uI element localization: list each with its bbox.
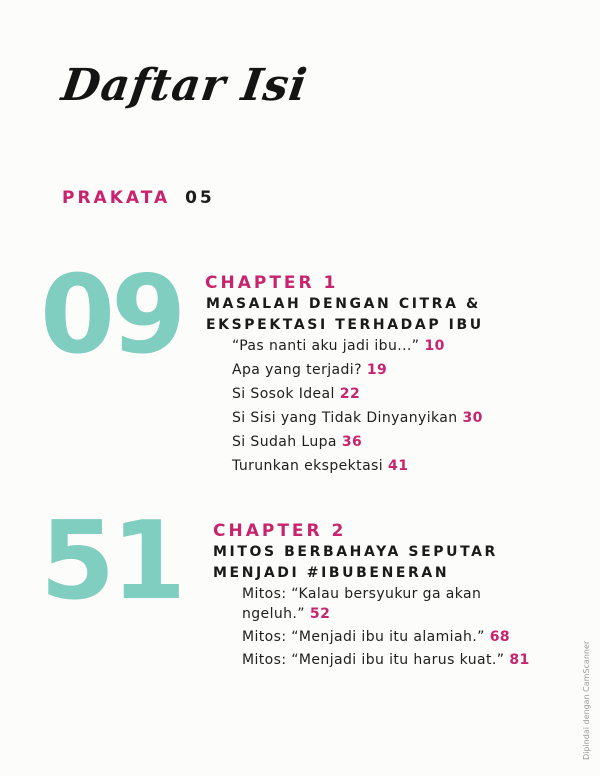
toc-item — [242, 650, 530, 670]
chapter-2-title-line: MITOS BERBAHAYA SEPUTAR — [213, 544, 498, 560]
toc-item-text: Turunkan ekspektasi — [232, 458, 384, 474]
chapter-1-label: CHAPTER 1 — [205, 273, 339, 293]
chapter-2-start-page: 51 — [40, 499, 183, 624]
toc-item — [242, 584, 530, 624]
toc-item-page: 81 — [509, 652, 530, 668]
toc-item — [232, 358, 483, 382]
chapter-2-title — [213, 542, 498, 584]
toc-item-text: “Pas nanti aku jadi ibu...” — [232, 338, 420, 354]
chapter-1-list — [232, 334, 483, 478]
page-title: Daftar Isi — [58, 60, 311, 111]
toc-item-text: Si Sisi yang Tidak Dinyanyikan — [232, 410, 458, 426]
chapter-2-label: CHAPTER 2 — [213, 521, 347, 541]
chapter-1-title-line: EKSPEKTASI TERHADAP IBU — [206, 317, 484, 333]
toc-item-page: 52 — [309, 606, 331, 622]
prakata-entry — [62, 188, 215, 208]
toc-item — [232, 334, 483, 358]
toc-item-page: 22 — [339, 386, 361, 402]
prakata-page: 05 — [185, 188, 215, 208]
toc-item-text: Mitos: “Menjadi ibu itu alamiah.” — [242, 629, 485, 645]
toc-item — [242, 627, 530, 647]
chapter-2-title-line: MENJADI #IBUBENERAN — [213, 565, 450, 581]
toc-item-text: Si Sosok Ideal — [232, 386, 335, 402]
toc-item-text-continued: ngeluh.” — [242, 606, 305, 622]
toc-item-page: 36 — [341, 434, 363, 450]
toc-item-text: Mitos: “Kalau bersyukur ga akan — [242, 586, 482, 602]
toc-item-page: 41 — [388, 458, 409, 474]
toc-item-page: 30 — [462, 410, 483, 426]
toc-item — [232, 454, 483, 478]
toc-item-text: Apa yang terjadi? — [232, 362, 362, 378]
toc-item — [232, 382, 483, 406]
toc-item-text: Mitos: “Menjadi ibu itu harus kuat.” — [242, 652, 505, 668]
chapter-1-title-line: MASALAH DENGAN CITRA & — [206, 296, 481, 312]
scanner-watermark-text: Dipindai dengan CamScanner — [582, 640, 591, 760]
chapter-1-start-page: 09 — [40, 253, 183, 378]
toc-item-text: Si Sudah Lupa — [232, 434, 337, 450]
scanner-watermark — [572, 640, 591, 760]
toc-item-page: 68 — [489, 629, 511, 645]
prakata-label: PRAKATA — [62, 188, 171, 208]
chapter-2-list — [242, 584, 530, 673]
toc-item-page: 10 — [424, 338, 445, 354]
toc-item — [232, 430, 483, 454]
toc-item — [232, 406, 483, 430]
toc-item-page: 19 — [366, 362, 388, 378]
chapter-1-title — [206, 294, 484, 336]
